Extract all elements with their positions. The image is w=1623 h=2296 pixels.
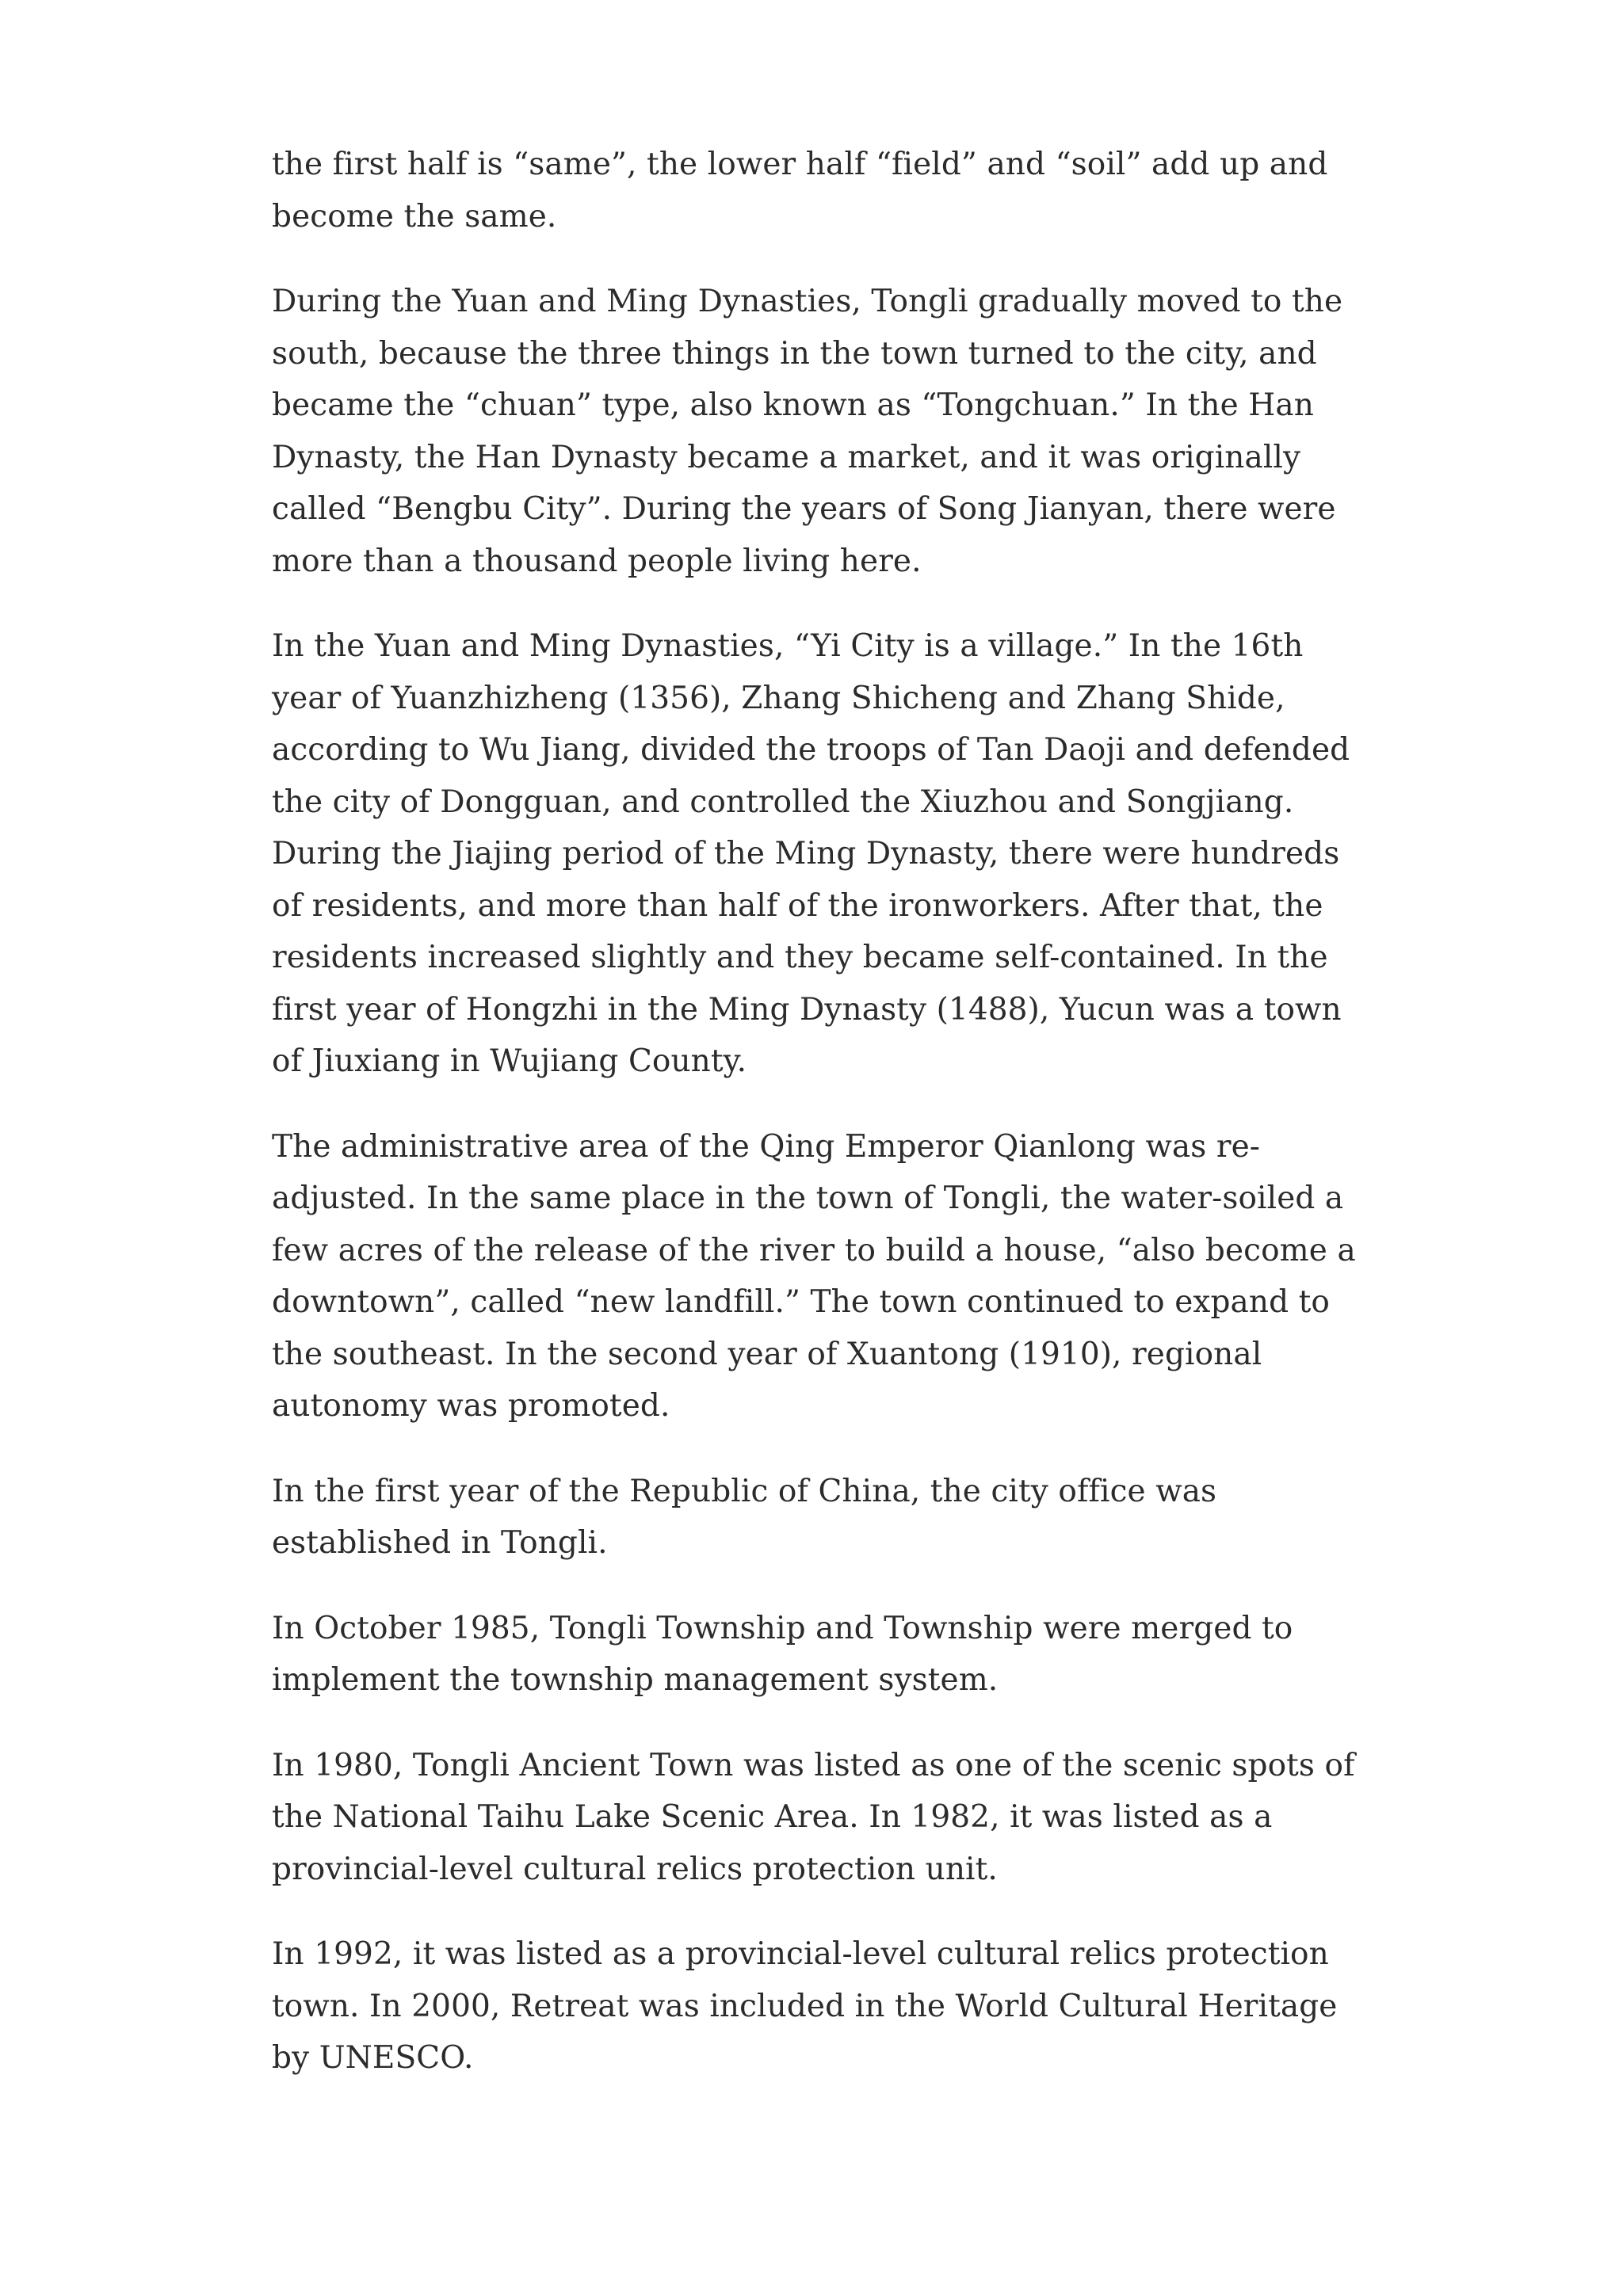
paragraph-6: In October 1985, Tongli Township and Township were merged to implement the township management system. bbox=[272, 1610, 1293, 1698]
paragraph-4: The administrative area of the Qing Emperor Qianlong was re-adjusted. In the same place in the town of Tongli, the water-soiled a few acres of the release of the river to build a house, “also become a downtown”, called “new landfill.” The town continued to expand to the southeast. In the second year of Xuantong (1910), regional autonomy was promoted. bbox=[272, 1128, 1356, 1424]
paragraph-5: In the first year of the Republic of China, the city office was established in Tongli. bbox=[272, 1473, 1217, 1561]
paragraph-8: In 1992, it was listed as a provincial-level cultural relics protection town. In 2000, Retreat was included in the World Cultural Heritage by UNESCO. bbox=[272, 1936, 1338, 2076]
paragraph-7: In 1980, Tongli Ancient Town was listed as one of the scenic spots of the National Taihu Lake Scenic Area. In 1982, it was listed as a provincial-level cultural relics protection unit. bbox=[272, 1747, 1355, 1887]
paragraph-2: During the Yuan and Ming Dynasties, Tongli gradually moved to the south, because the three things in the town turned to the city, and became the “chuan” type, also known as “Tongchuan.” In the Han Dynasty, the Han Dynasty became a market, and it was originally called “Bengbu City”. During the years of Song Jianyan, there were more than a thousand people living here. bbox=[272, 284, 1343, 579]
paragraph-1: the first half is “same”, the lower half “field” and “soil” add up and become the same. bbox=[272, 147, 1328, 235]
paragraph-3: In the Yuan and Ming Dynasties, “Yi City is a village.” In the 16th year of Yuanzhizheng (1356), Zhang Shicheng and Zhang Shide, according to Wu Jiang, divided the troops of Tan Daoji and defended the city of Dongguan, and controlled the Xiuzhou and Songjiang. During the Jiajing period of the Ming Dynasty, there were hundreds of residents, and more than half of the ironworkers. After that, the residents increased slightly and they became self-contained. In the first year of Hongzhi in the Ming Dynasty (1488), Yucun was a town of Jiuxiang in Wujiang County. bbox=[272, 628, 1350, 1079]
document-body bbox=[272, 139, 1365, 2118]
